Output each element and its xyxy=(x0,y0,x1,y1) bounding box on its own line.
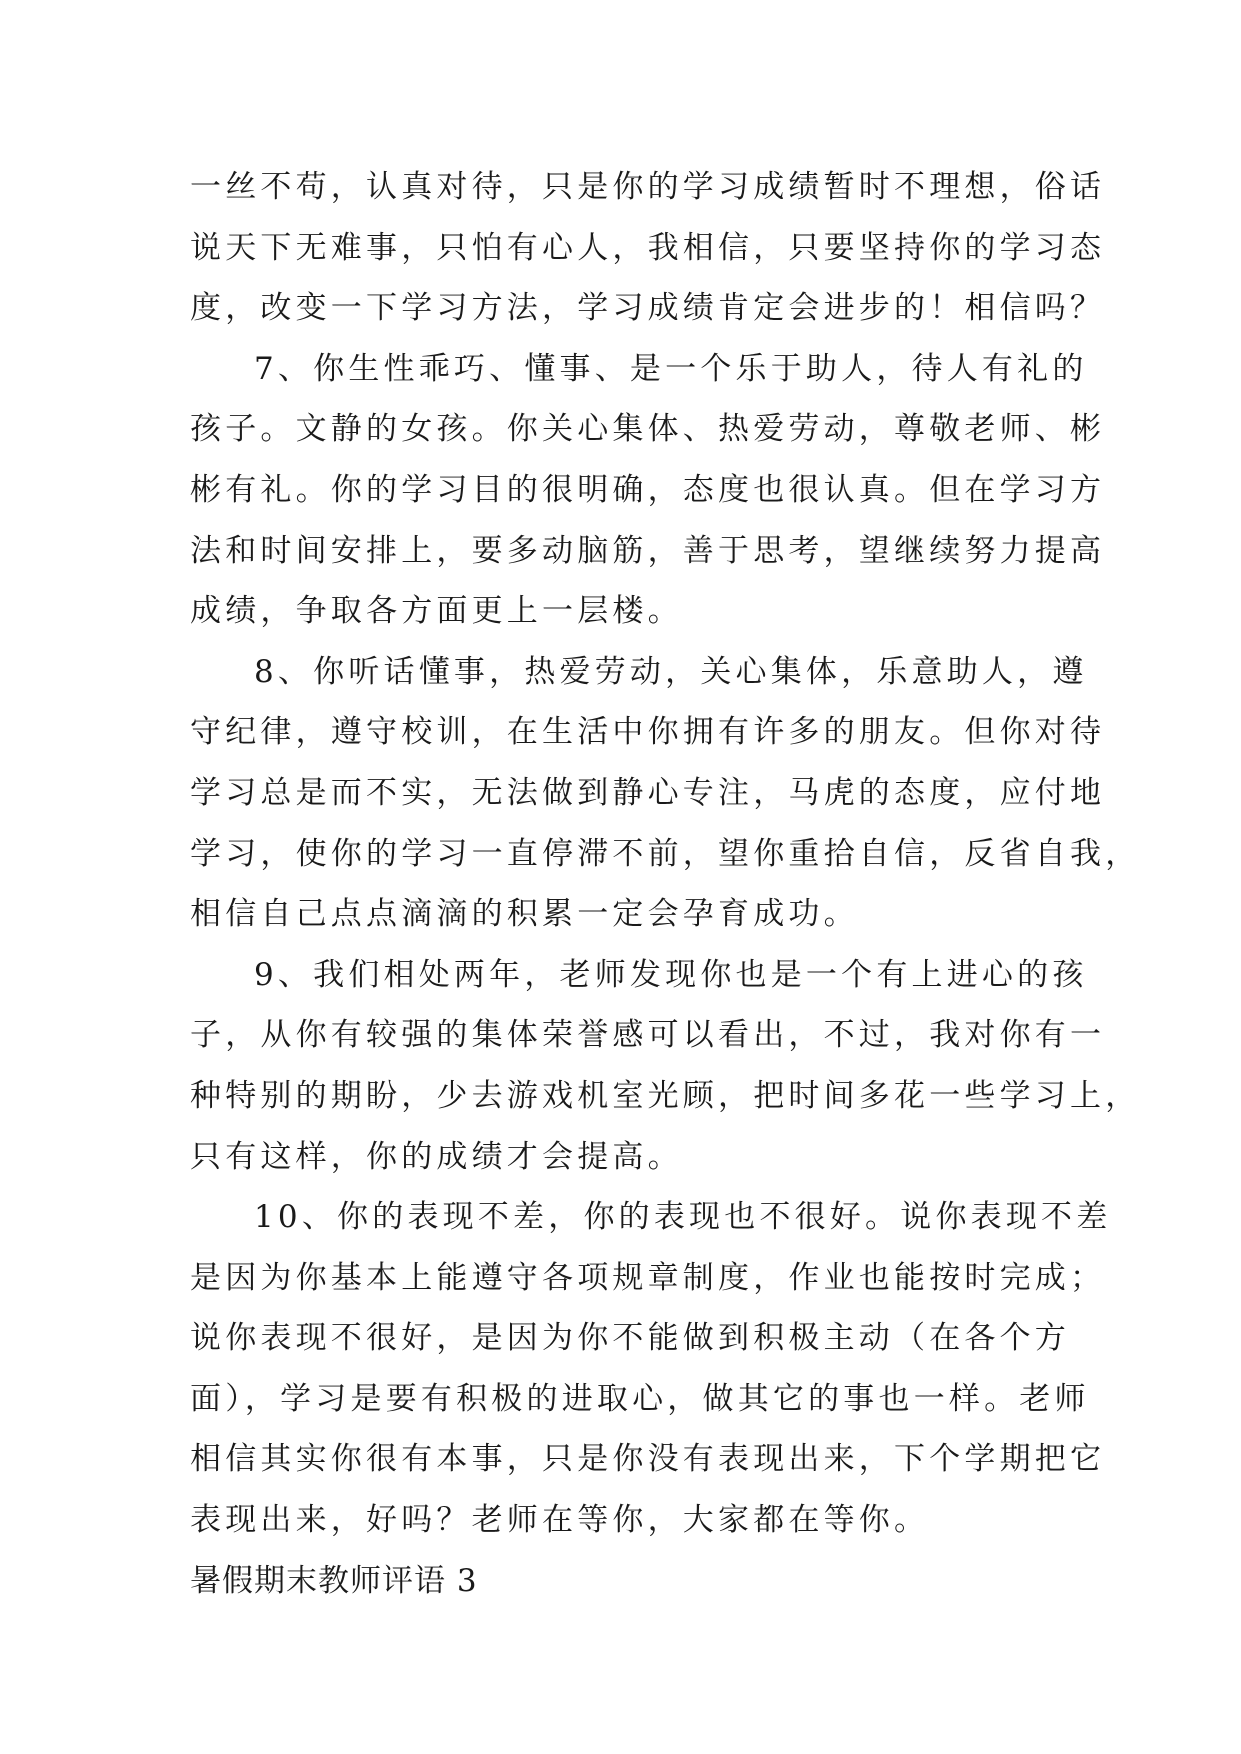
paragraph-continued xyxy=(190,157,1106,339)
text-line: 学习总是而不实，无法做到静心专注，马虎的态度，应付地 xyxy=(190,774,1106,811)
section-heading: 暑假期末教师评语 3 xyxy=(190,1562,478,1599)
text-line: 一丝不苟，认真对待，只是你的学习成绩暂时不理想，俗话 xyxy=(190,169,1106,205)
paragraph-comment-7 xyxy=(190,339,1106,642)
paragraph-comment-9 xyxy=(190,945,1141,1187)
text-line: 子，从你有较强的集体荣誉感可以看出，不过，我对你有一 xyxy=(190,1017,1106,1054)
text-line: 9、我们相处两年，老师发现你也是一个有上进心的孩 xyxy=(254,956,1088,993)
text-line: 说你表现不很好，是因为你不能做到积极主动（在各个方 xyxy=(190,1320,1070,1357)
text-line: 10、你的表现不差，你的表现也不很好。说你表现不差 xyxy=(254,1199,1112,1236)
text-line: 是因为你基本上能遵守各项规章制度，作业也能按时完成； xyxy=(190,1259,1106,1296)
paragraph-comment-10 xyxy=(190,1187,1112,1551)
text-line: 相信其实你很有本事，只是你没有表现出来，下个学期把它 xyxy=(190,1441,1106,1478)
text-line: 守纪律，遵守校训，在生活中你拥有许多的朋友。但你对待 xyxy=(190,714,1106,751)
text-line: 说天下无难事，只怕有心人，我相信，只要坚持你的学习态 xyxy=(190,229,1106,266)
paragraph-comment-8 xyxy=(190,642,1141,945)
text-line: 面），学习是要有积极的进取心，做其它的事也一样。老师 xyxy=(190,1380,1090,1417)
text-line: 表现出来，好吗？老师在等你，大家都在等你。 xyxy=(190,1502,930,1539)
text-line: 成绩，争取各方面更上一层楼。 xyxy=(190,593,683,630)
text-line: 种特别的期盼，少去游戏机室光顾，把时间多花一些学习上， xyxy=(190,1077,1141,1114)
text-line: 法和时间安排上，要多动脑筋，善于思考，望继续努力提高 xyxy=(190,532,1106,569)
text-line: 相信自己点点滴滴的积累一定会孕育成功。 xyxy=(190,896,859,933)
text-line: 孩子。文静的女孩。你关心集体、热爱劳动，尊敬老师、彬 xyxy=(190,411,1106,448)
text-line: 彬有礼。你的学习目的很明确，态度也很认真。但在学习方 xyxy=(190,471,1106,508)
text-line: 8、你听话懂事，热爱劳动，关心集体，乐意助人，遵 xyxy=(254,653,1088,690)
text-line: 学习，使你的学习一直停滞不前，望你重拾自信，反省自我， xyxy=(190,835,1141,872)
text-line: 度，改变一下学习方法，学习成绩肯定会进步的！相信吗？ xyxy=(190,290,1106,327)
document-body xyxy=(190,157,1141,1611)
text-line: 只有这样，你的成绩才会提高。 xyxy=(190,1138,683,1175)
text-line: 7、你生性乖巧、懂事、是一个乐于助人，待人有礼的 xyxy=(254,350,1088,387)
